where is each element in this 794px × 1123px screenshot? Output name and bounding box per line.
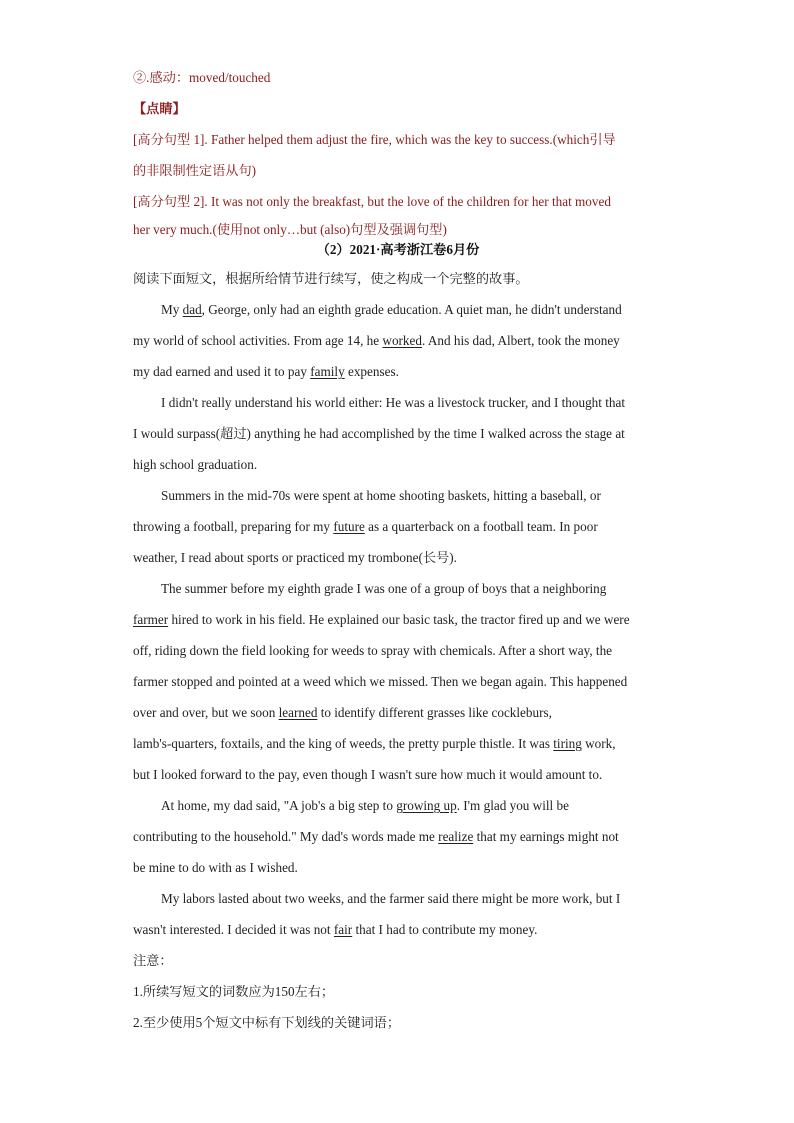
- para2-line1: I didn't really understand his world either: He was a livestock trucker, and I thought that: [161, 395, 626, 410]
- para4-line2: [133, 604, 663, 635]
- para4-line1: The summer before my eighth grade I was one of a group of boys that a neighboring: [161, 581, 607, 596]
- para6-line2: [133, 914, 663, 945]
- text: . And his dad, Albert, took the money: [421, 333, 620, 348]
- text: my world of school activities. From age 14, he: [133, 333, 383, 348]
- key-sentence-2-line-2: her very much.(使用not only…but (also)句型及强调句型): [133, 222, 447, 237]
- keyword-future: future: [333, 519, 365, 534]
- dianjing-heading: 【点睛】: [133, 101, 186, 116]
- text: work,: [581, 736, 616, 751]
- text: throwing a football, preparing for my: [133, 519, 334, 534]
- keyword-growing-up: growing up: [396, 798, 457, 813]
- note-2: 2.至少使用5个短文中标有下划线的关键词语；: [133, 1015, 401, 1030]
- keyword-farmer: farmer: [133, 612, 169, 627]
- keyword-fair: fair: [333, 922, 353, 937]
- keyword-dad: dad: [182, 302, 202, 317]
- document-page: [133, 62, 663, 1038]
- para4-line7: but I looked forward to the pay, even though I wasn't sure how much it would amount to.: [133, 767, 603, 782]
- keyword-family: family: [310, 364, 345, 379]
- para5-line1: [133, 790, 663, 821]
- text: to identify different grasses like cockleburs,: [317, 705, 552, 720]
- text: My: [161, 302, 183, 317]
- para5-line2: [133, 821, 663, 852]
- text: hired to work in his field. He explained our basic task, the tractor fired up and we were: [168, 612, 630, 627]
- para5-line3: be mine to do with as I wished.: [133, 860, 298, 875]
- para1-line2: [133, 325, 663, 356]
- keyword-worked: worked: [382, 333, 422, 348]
- vocab-item-2: ②.感动：moved/touched: [133, 70, 271, 85]
- key-sentence-2-line-1: [高分句型 2]. It was not only the breakfast, but the love of the children for her that moved: [133, 194, 611, 209]
- key-sentence-1-line-2: 的非限制性定语从句): [133, 163, 257, 178]
- para3-line2: [133, 511, 663, 542]
- text: over and over, but we soon: [133, 705, 279, 720]
- text: lamb's-quarters, foxtails, and the king of weeds, the pretty purple thistle. It was: [133, 736, 554, 751]
- para6-line1: My labors lasted about two weeks, and the farmer said there might be more work, but I: [161, 891, 621, 906]
- para3-line1: Summers in the mid-70s were spent at home shooting baskets, hitting a baseball, or: [161, 488, 601, 503]
- notes-title: 注意：: [133, 953, 173, 968]
- text: At home, my dad said, "A job's a big step to: [161, 798, 397, 813]
- para2-line3: high school graduation.: [133, 457, 258, 472]
- text: that I had to contribute my money.: [352, 922, 538, 937]
- section-title: （2）2021·高考浙江卷6月份: [316, 242, 480, 257]
- para3-line3: weather, I read about sports or practiced my trombone(长号).: [133, 550, 457, 565]
- keyword-learned: learned: [278, 705, 318, 720]
- para4-line6: [133, 728, 663, 759]
- note-1: 1.所续写短文的词数应为150左右；: [133, 984, 335, 999]
- para4-line3: off, riding down the field looking for weeds to spray with chemicals. After a short way, the: [133, 643, 613, 658]
- para1-line3: [133, 356, 663, 387]
- text: wasn't interested. I decided it was not: [133, 922, 334, 937]
- para4-line5: [133, 697, 663, 728]
- instruction-text: 阅读下面短文，根据所给情节进行续写，使之构成一个完整的故事。: [133, 271, 529, 286]
- text: that my earnings might not: [473, 829, 619, 844]
- para4-line4: farmer stopped and pointed at a weed which we missed. Then we began again. This happened: [133, 674, 628, 689]
- text: as a quarterback on a football team. In poor: [364, 519, 598, 534]
- text: . I'm glad you will be: [456, 798, 569, 813]
- text: my dad earned and used it to pay: [133, 364, 311, 379]
- key-sentence-1-line-1: [高分句型 1]. Father helped them adjust the fire, which was the key to success.(which引导: [133, 132, 616, 147]
- keyword-realize: realize: [438, 829, 474, 844]
- text: , George, only had an eighth grade education. A quiet man, he didn't understand: [201, 302, 622, 317]
- text: contributing to the household." My dad's words made me: [133, 829, 439, 844]
- para2-line2: I would surpass(超过) anything he had accomplished by the time I walked across the stage at: [133, 426, 625, 441]
- text: expenses.: [344, 364, 399, 379]
- para1-line1: [133, 294, 663, 325]
- keyword-tiring: tiring: [553, 736, 582, 751]
